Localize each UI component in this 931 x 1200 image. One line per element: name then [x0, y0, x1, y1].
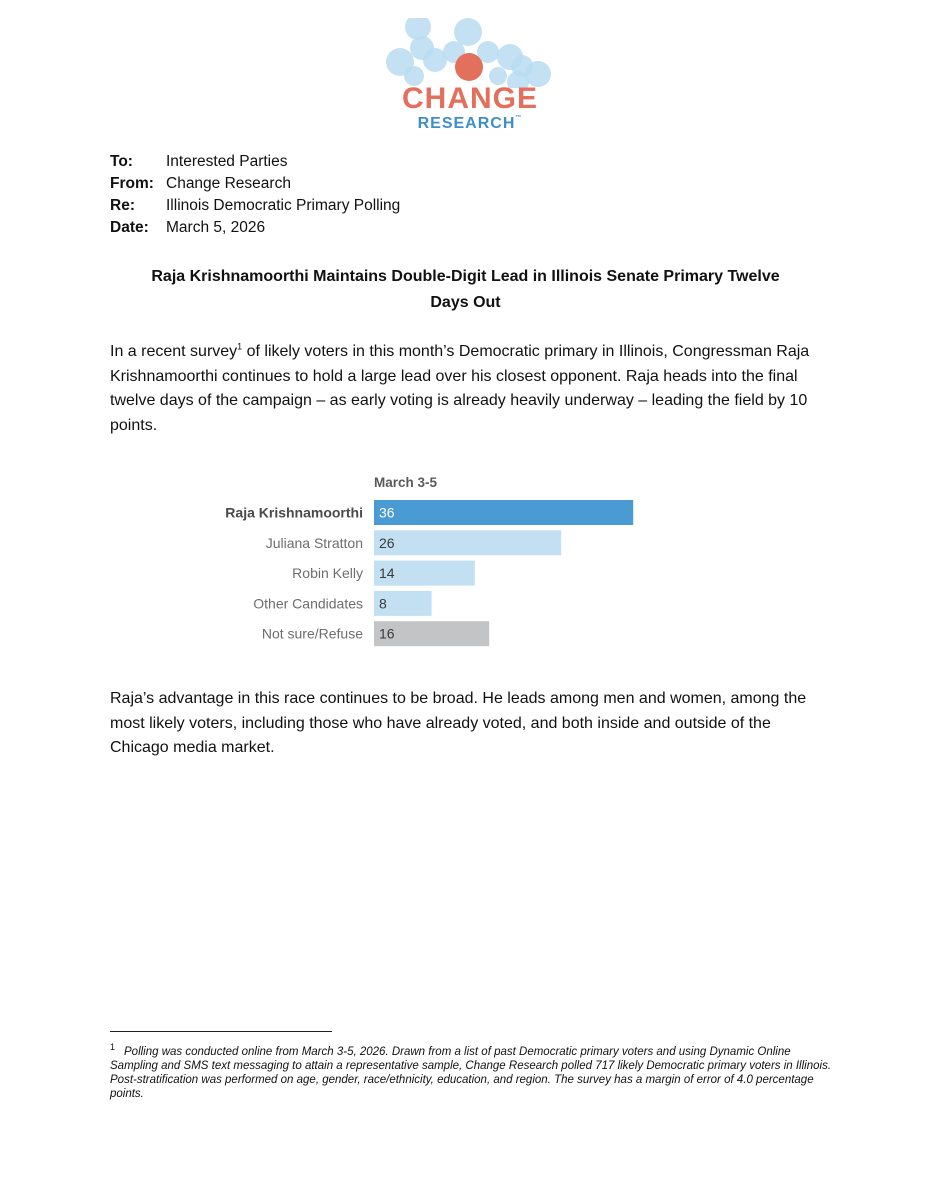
memo-to-value: Interested Parties: [166, 153, 288, 170]
memo-re-row: [110, 195, 400, 217]
footnote: [110, 1042, 835, 1101]
chart-series-header: March 3-5: [374, 475, 438, 490]
memo-from-row: [110, 173, 400, 195]
headline-line-1: Raja Krishnamoorthi Maintains Double-Digit Lead in Illinois Senate Primary Twelve: [151, 268, 780, 285]
change-research-logo: [370, 18, 570, 133]
chart-value-label: 16: [379, 625, 395, 642]
footnote-text: Polling was conducted online from March 3-5, 2026. Drawn from a list of past Democratic primary voters and using Dynamic Online Sampling and SMS text messaging to attain a representative sample, Change Research polled 717 likely Democratic primary voters in Illinois. Post-stratification was performed on age, gender, race/ethnicity, education, and region. The survey has a margin of error of 4.0 percentage points.: [110, 1046, 832, 1100]
trademark-mark: ™: [515, 115, 523, 121]
memo-re-label: Re:: [110, 197, 135, 214]
memo-to-label: To:: [110, 153, 133, 170]
intro-paragraph: [110, 340, 825, 438]
headline-line-2: Days Out: [430, 294, 501, 311]
intro-text-rest: of likely voters in this month’s Democratic primary in Illinois, Congressman Raja Krishnamoorthi continues to hold a large lead over his closest opponent. Raja heads into the final twelve days of the campaign – as early voting is already heavily underway – leading the field by 10 points.: [110, 343, 810, 434]
chart-bar: [374, 500, 633, 525]
memo-to-row: [110, 151, 400, 173]
intro-text-start: In a recent survey: [110, 343, 238, 360]
memo-from-value: Change Research: [166, 175, 291, 192]
chart-value-label: 26: [379, 534, 395, 551]
logo-word-research: RESEARCH™: [417, 115, 523, 132]
chart-value-label: 14: [379, 565, 395, 582]
chart-value-label: 8: [379, 595, 387, 612]
logo-word-change: CHANGE: [401, 82, 538, 115]
chart-category-label: Robin Kelly: [292, 565, 363, 582]
chart-bar: [374, 530, 561, 555]
chart-value-label: 36: [379, 504, 395, 521]
chart-category-label: Raja Krishnamoorthi: [225, 504, 363, 521]
memo-headline: [110, 264, 821, 316]
footnote-number: 1: [110, 1042, 116, 1052]
chart-category-label: Other Candidates: [253, 595, 363, 612]
memo-header: [110, 151, 400, 239]
footnote-reference[interactable]: 1: [237, 341, 243, 352]
chart-category-label: Juliana Stratton: [265, 534, 363, 551]
bubble-cluster-icon: [370, 18, 570, 88]
poll-bar-chart-svg: [200, 470, 700, 660]
footnote-divider: [110, 1031, 332, 1032]
memo-date-label: Date:: [110, 219, 149, 236]
memo-date-value: March 5, 2026: [166, 219, 266, 236]
memo-date-row: [110, 217, 400, 239]
chart-category-label: Not sure/Refuse: [261, 625, 363, 642]
poll-bar-chart: [200, 470, 700, 660]
memo-re-value: Illinois Democratic Primary Polling: [166, 197, 401, 214]
memo-from-label: From:: [110, 175, 154, 192]
advantage-paragraph: Raja’s advantage in this race continues to be broad. He leads among men and women, among the most likely voters, including those who have already voted, and both inside and outside of the Chicago media market.: [110, 690, 807, 756]
